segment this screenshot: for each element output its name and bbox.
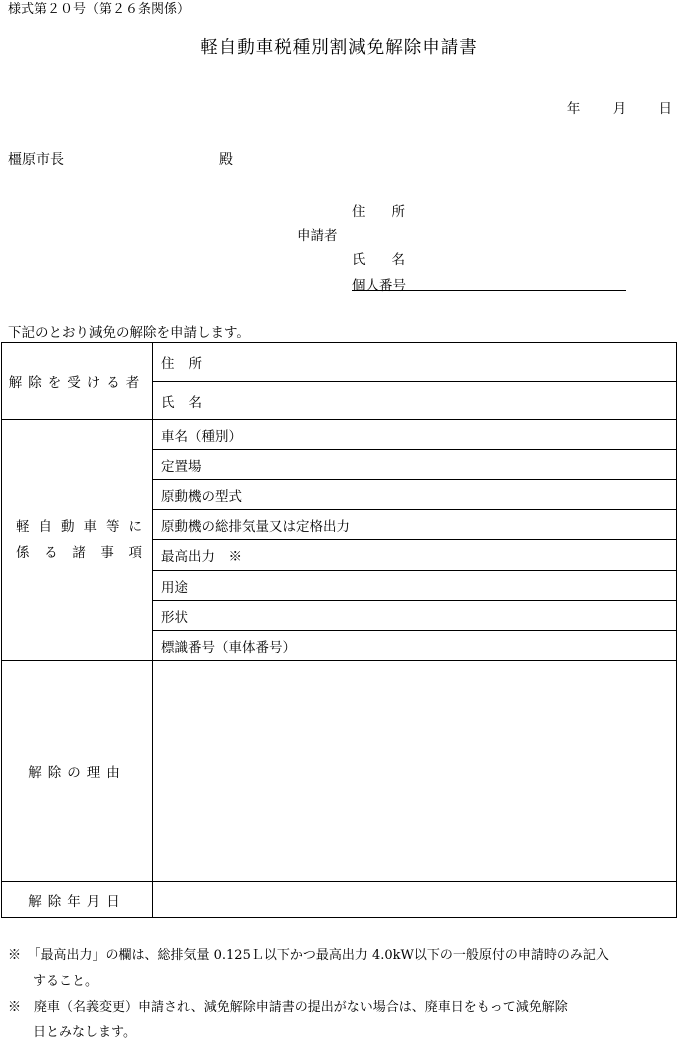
- vehicle-header-line1: 軽自動車等に: [16, 519, 142, 535]
- vehicle-field-storage[interactable]: 定置場: [153, 450, 677, 480]
- vehicle-field-engine-model[interactable]: 原動機の型式: [153, 480, 677, 510]
- date-year-label: 年: [566, 101, 581, 117]
- application-table: [1, 342, 677, 918]
- reason-header: 解除の理由: [2, 661, 153, 882]
- recipient-name-field[interactable]: 氏名: [153, 382, 677, 420]
- vehicle-field-usage[interactable]: 用途: [153, 571, 677, 601]
- mynumber-underline: [352, 290, 626, 291]
- vehicle-header-line2: 係る諸事項: [16, 545, 142, 561]
- applicant-mynumber-label: 個人番号: [352, 278, 406, 294]
- release-date-field[interactable]: [153, 882, 677, 918]
- applicant-name-label: 氏名: [352, 252, 431, 268]
- vehicle-field-displacement[interactable]: 原動機の総排気量又は定格出力: [153, 510, 677, 540]
- vehicle-field-name[interactable]: 車名（種別）: [153, 420, 677, 450]
- document-title: 軽自動車税種別割減免解除申請書: [200, 38, 478, 58]
- date-day-label: 日: [658, 101, 672, 117]
- reason-row: [2, 661, 677, 882]
- release-date-header: 解除年月日: [2, 882, 153, 918]
- vehicle-field-max-output[interactable]: 最高出力 ※: [153, 540, 677, 571]
- note-2: ※ 廃車（名義変更）申請され、減免解除申請書の提出がない場合は、廃車日をもって減免解除: [8, 1000, 568, 1015]
- vehicle-field-shape[interactable]: 形状: [153, 601, 677, 631]
- recipient-address-row: [2, 343, 677, 382]
- note-1-continued: すること。: [33, 974, 99, 989]
- date-line: [539, 97, 672, 117]
- date-row: [2, 882, 677, 918]
- addressee: 橿原市長: [8, 152, 64, 168]
- intro-text: 下記のとおり減免の解除を申請します。: [8, 325, 250, 341]
- vehicle-field-plate-number[interactable]: 標識番号（車体番号）: [153, 631, 677, 661]
- reason-field[interactable]: [153, 661, 677, 882]
- addressee-honorific: 殿: [219, 152, 233, 168]
- vehicle-row: [2, 420, 677, 450]
- form-number: 様式第２０号（第２６条関係）: [8, 2, 191, 17]
- recipient-header: 解除を受ける者: [2, 343, 153, 420]
- applicant-label: 申請者: [297, 228, 338, 244]
- note-1: ※ 「最高出力」の欄は、総排気量 0.125Ｌ以下かつ最高出力 4.0kW以下の一般原付の申請時のみ記入: [8, 948, 609, 963]
- note-2-continued: 日とみなします。: [33, 1025, 136, 1040]
- recipient-address-field[interactable]: 住所: [153, 343, 677, 382]
- date-month-label: 月: [612, 101, 627, 117]
- applicant-address-label: 住所: [352, 204, 431, 220]
- vehicle-header: [2, 420, 153, 661]
